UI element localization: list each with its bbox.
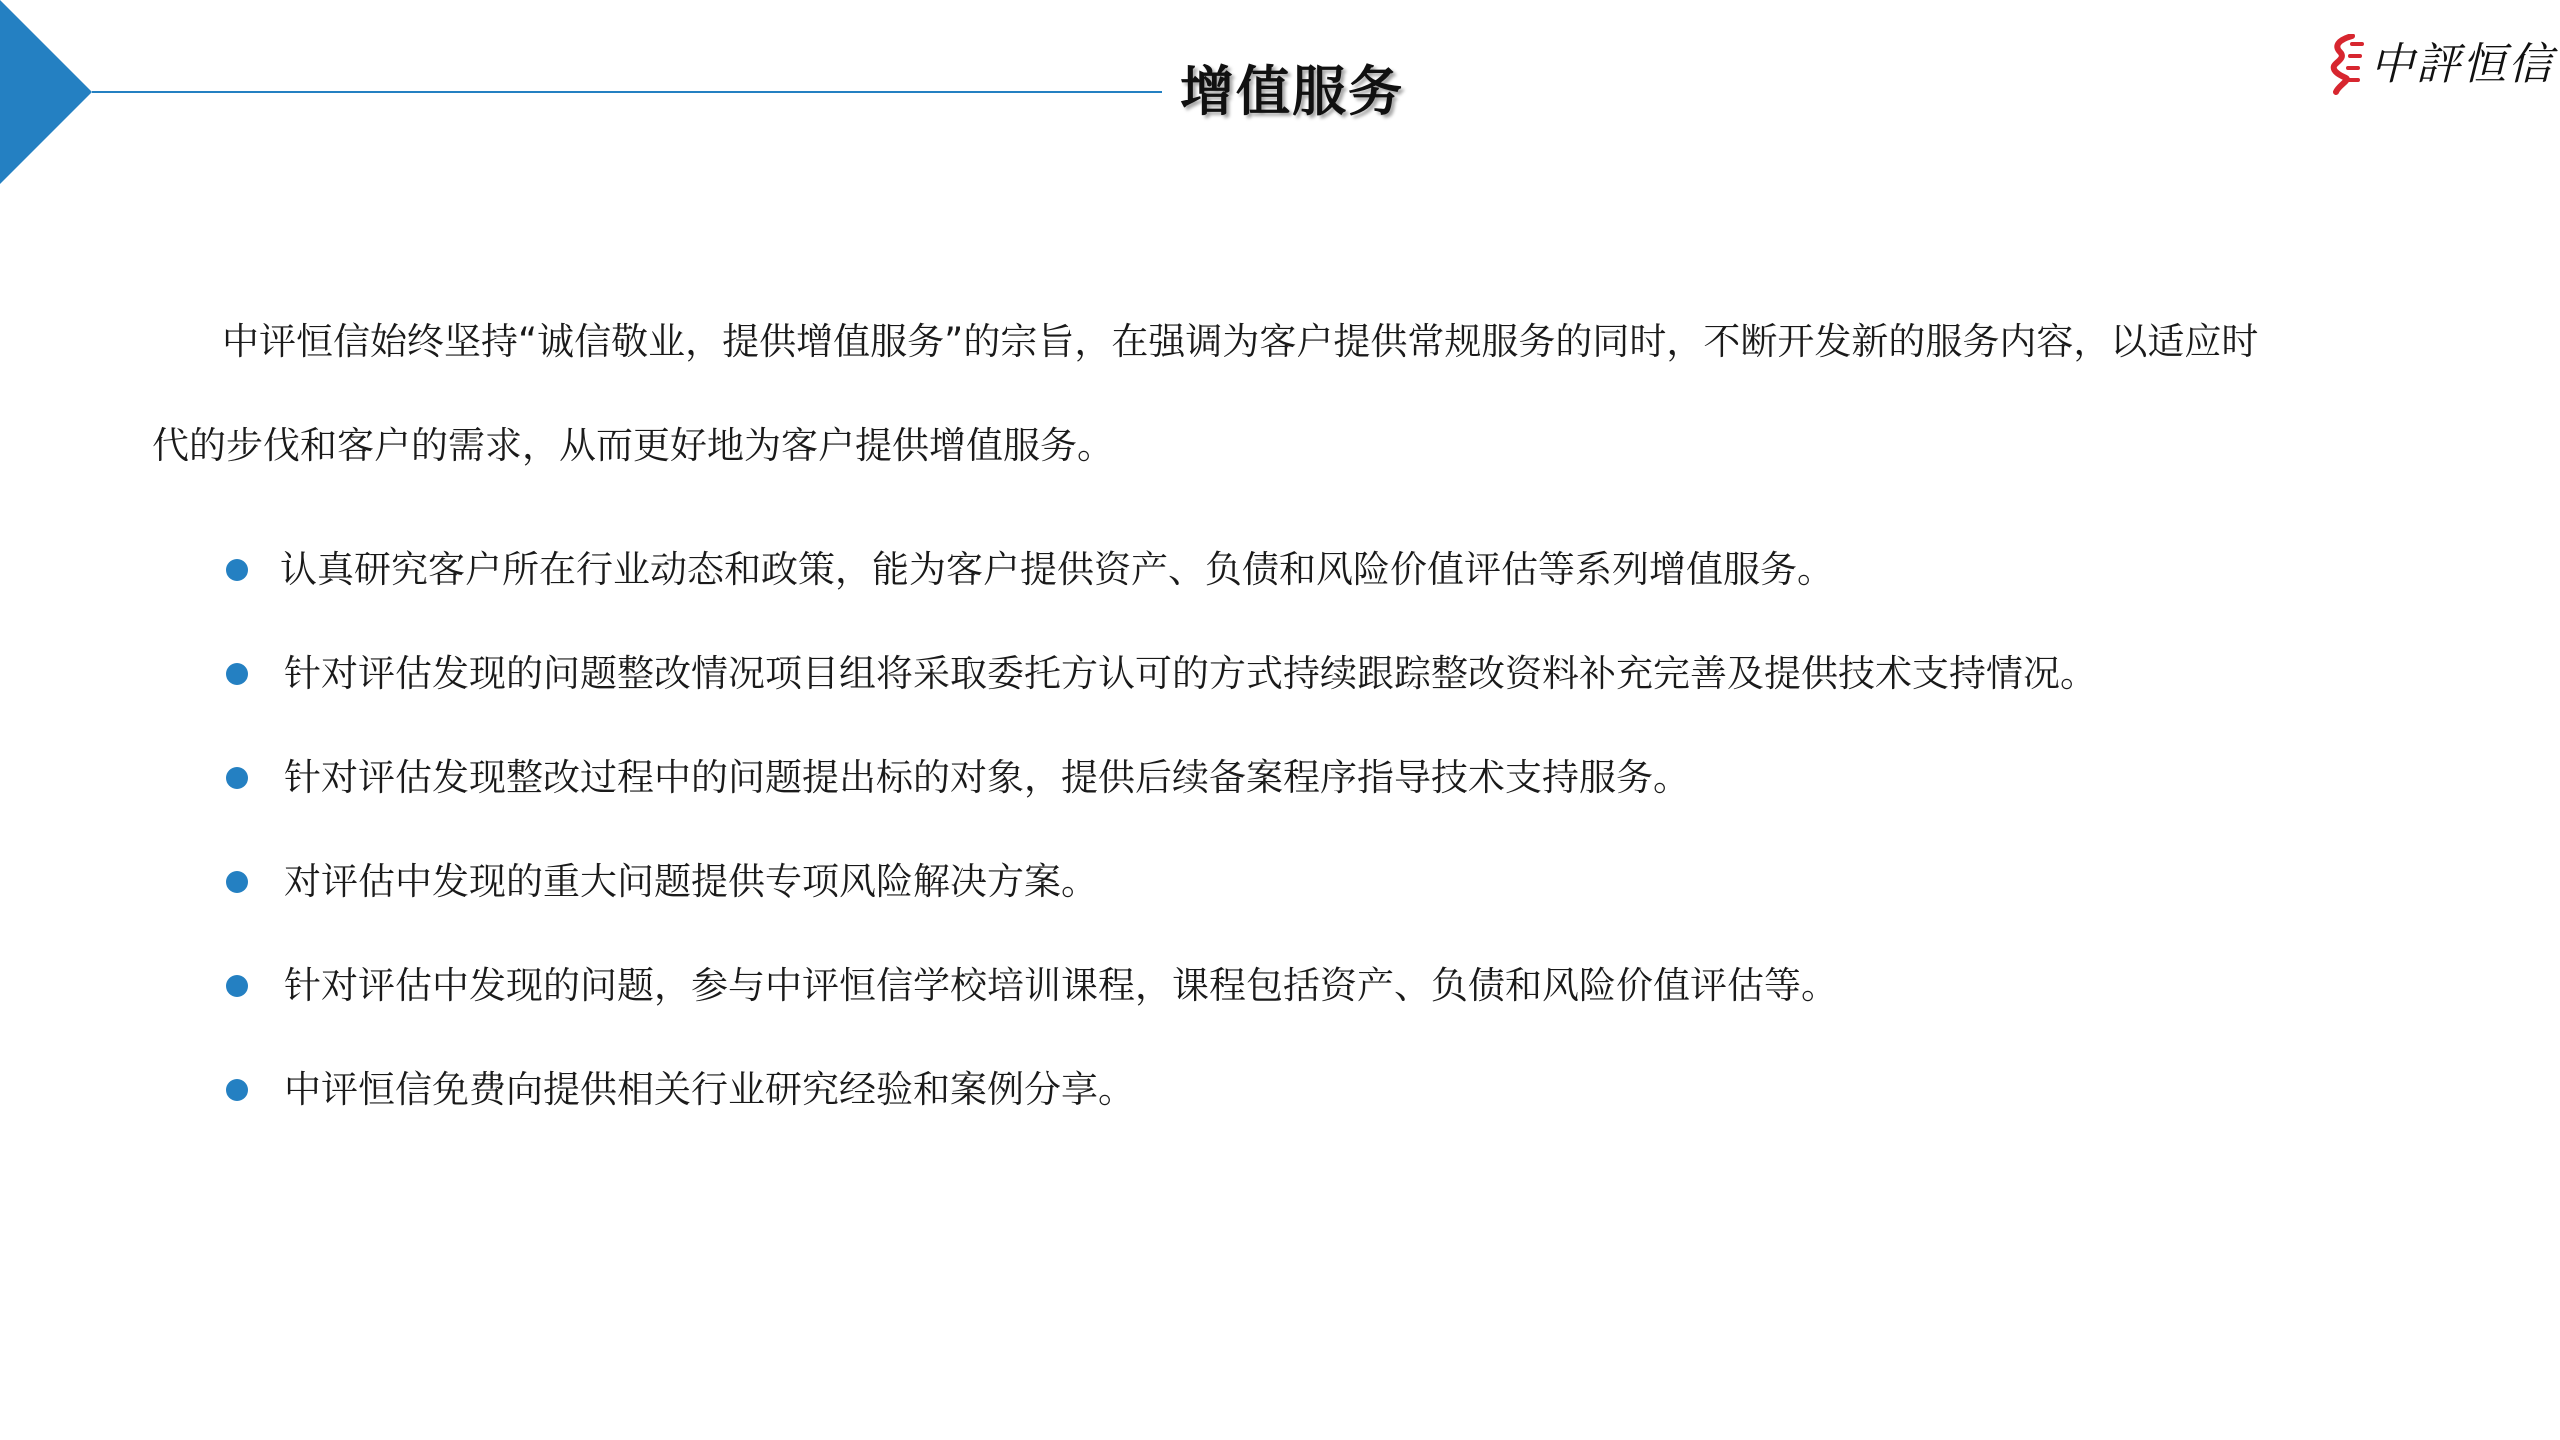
service-text: 认真研究客户所在行业动态和政策，能为客户提供资产、负债和风险价值评估等系列增值服务。 — [280, 548, 1834, 591]
service-text: 针对评估发现整改过程中的问题提出标的对象，提供后续备案程序指导技术支持服务。 — [284, 756, 1690, 799]
bullet-dot — [226, 559, 248, 581]
list-item — [222, 946, 2422, 1050]
service-list — [222, 530, 2422, 1154]
list-item — [222, 1050, 2422, 1154]
service-text: 中评恒信免费向提供相关行业研究经验和案例分享。 — [284, 1068, 1135, 1111]
bullet-dot — [226, 663, 248, 685]
corner-triangle-decoration — [0, 0, 92, 184]
list-item — [222, 634, 2422, 738]
list-item — [222, 530, 2422, 634]
company-logo-text: 中評恒信 — [2370, 39, 2554, 90]
list-item — [222, 738, 2422, 842]
list-item — [222, 842, 2422, 946]
bullet-dot — [226, 1079, 248, 1101]
header-divider-line — [92, 91, 1162, 93]
company-logo-icon — [2330, 34, 2366, 96]
service-text: 针对评估发现的问题整改情况项目组将采取委托方认可的方式持续跟踪整改资料补充完善及提供技术支持情况。 — [284, 652, 2097, 695]
bullet-dot — [226, 767, 248, 789]
service-text: 对评估中发现的重大问题提供专项风险解决方案。 — [284, 860, 1098, 903]
bullet-dot — [226, 871, 248, 893]
service-text: 针对评估中发现的问题，参与中评恒信学校培训课程，课程包括资产、负债和风险价值评估等。 — [284, 964, 1838, 1007]
company-logo — [2330, 30, 2554, 100]
bullet-dot — [226, 975, 248, 997]
intro-paragraph: 中评恒信始终坚持“诚信敬业，提供增值服务”的宗旨，在强调为客户提供常规服务的同时，不断开发新的服务内容，以适应时代的步伐和客户的需求，从而更好地为客户提供增值服务。 — [152, 320, 2259, 467]
page-title: 增值服务 — [1180, 60, 1404, 123]
